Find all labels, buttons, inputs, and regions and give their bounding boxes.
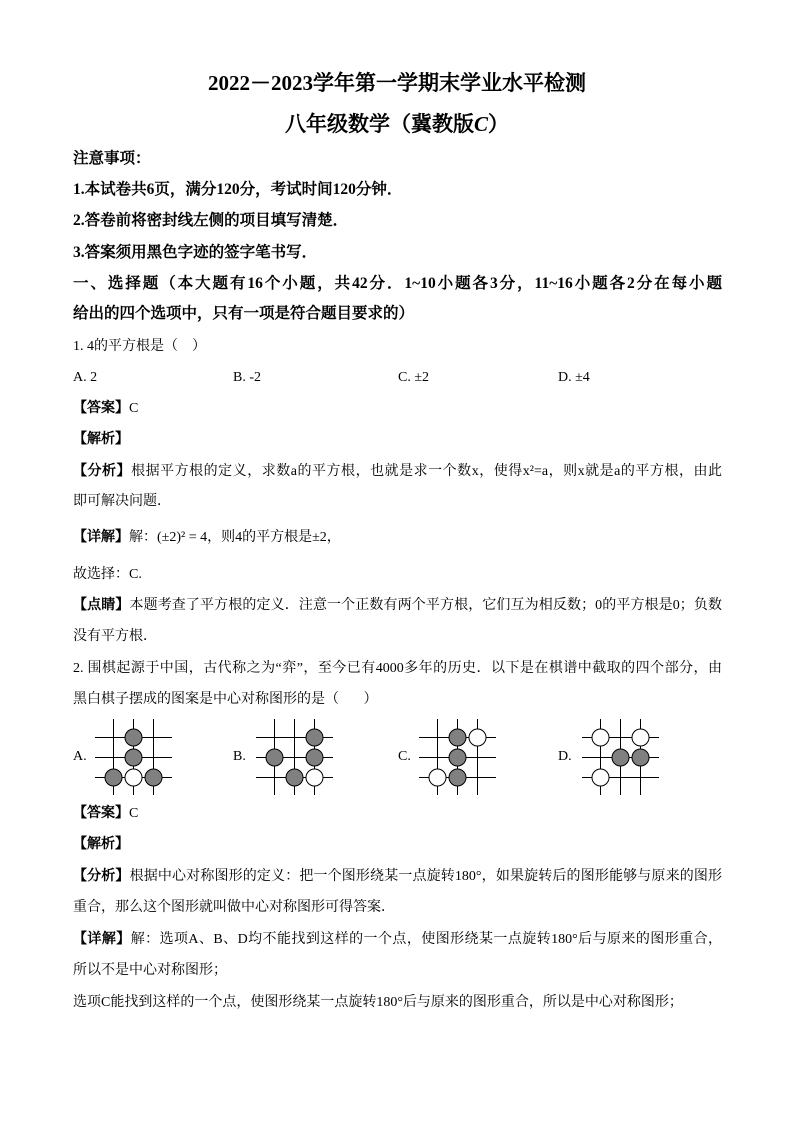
- dark-stone: [105, 769, 122, 786]
- dianjing-text: 本题考查了平方根的定义．注意一个正数有两个平方根，它们互为相反数；0的平方根是0；负数: [129, 598, 723, 613]
- q2-xiangjie-cont: 选项C能找到这样的一个点，使图形绕某一点旋转180°后与原来的图形重合，所以是中心对称图形；: [73, 995, 683, 1010]
- dark-stone: [449, 729, 466, 746]
- q1-xiangjie: [73, 528, 341, 548]
- dark-stone: [266, 749, 283, 766]
- fenxi-text: 根据平方根的定义，求数a的平方根，也就是求一个数x，使得x²=a，则x就是a的平方根，由此: [131, 464, 723, 479]
- go-board-a: [93, 717, 173, 797]
- xiangjie-text: 解：(±2)² = 4，则4的平方根是±2，: [129, 530, 341, 545]
- fenxi-tag: 【分析】: [73, 464, 132, 479]
- q1-fenxi: [73, 462, 722, 482]
- q1-dianjing: [73, 596, 722, 616]
- note-item: 2.答卷前将密封线左侧的项目填写清楚．: [73, 212, 349, 229]
- answer-tag: 【答案】: [73, 401, 129, 416]
- q1-option-c: C. ±2: [398, 370, 430, 385]
- answer-tag: 【答案】: [73, 806, 129, 821]
- answer-value: C: [129, 806, 139, 821]
- note-item: 3.答案须用黑色字迹的签字笔书写．: [73, 244, 318, 261]
- q2-option-b-label: B.: [233, 749, 246, 764]
- white-stone: [429, 769, 446, 786]
- q1-stem: 1. 4的平方根是（ ）: [73, 339, 206, 354]
- exam-title: 2022－2023学年第一学期末学业水平检测: [208, 71, 586, 95]
- q1-answer: [73, 399, 138, 419]
- white-stone: [632, 729, 649, 746]
- white-stone: [469, 729, 486, 746]
- q2-option-c-label: C.: [398, 749, 411, 764]
- dark-stone: [449, 749, 466, 766]
- answer-value: C: [129, 401, 139, 416]
- jiexi-tag: 【解析】: [73, 432, 129, 447]
- dark-stone: [145, 769, 162, 786]
- q1-choice: 故选择：C.: [73, 567, 142, 582]
- white-stone: [306, 769, 323, 786]
- dark-stone: [306, 749, 323, 766]
- q1-jiexi: [73, 430, 129, 450]
- dark-stone: [449, 769, 466, 786]
- dark-stone: [286, 769, 303, 786]
- q2-fenxi-cont: 重合，那么这个图形就叫做中心对称图形可得答案．: [73, 900, 395, 915]
- section-heading: 一、选择题（本大题有16个小题，共42分．1~10小题各3分，11~16小题各2分在每小题: [73, 275, 722, 292]
- dark-stone: [632, 749, 649, 766]
- xiangjie-tag: 【详解】: [73, 932, 131, 947]
- q1-dianjing-cont: 没有平方根．: [73, 629, 157, 644]
- dark-stone: [306, 729, 323, 746]
- q2-stem: 2. 围棋起源于中国，古代称之为“弈”，至今已有4000多年的历史．以下是在棋谱中截取的四个部分，由: [73, 661, 722, 676]
- q1-option-b: B. -2: [233, 370, 261, 385]
- notes-heading: 注意事项：: [73, 150, 151, 167]
- dark-stone: [612, 749, 629, 766]
- subtitle-edition: C: [473, 112, 488, 136]
- note-item: 1.本试卷共6页，满分120分，考试时间120分钟．: [73, 181, 403, 198]
- dianjing-tag: 【点睛】: [73, 598, 130, 613]
- q2-jiexi: [73, 835, 129, 855]
- q2-option-a-label: A.: [73, 749, 87, 764]
- dark-stone: [125, 729, 142, 746]
- q2-answer: [73, 804, 138, 824]
- q2-xiangjie: [73, 930, 722, 950]
- xiangjie-text: 解：选项A、B、D均不能找到这样的一个点，使图形绕某一点旋转180°后与原来的图形重合，: [130, 932, 723, 947]
- q2-stem-cont: 黑白棋子摆成的图案是中心对称图形的是（ ）: [73, 692, 378, 707]
- q1-option-d: D. ±4: [558, 370, 590, 385]
- exam-subtitle: [0, 110, 794, 138]
- go-board-d: [580, 717, 660, 797]
- dark-stone: [125, 749, 142, 766]
- fenxi-text: 根据中心对称图形的定义：把一个图形绕某一点旋转180°，如果旋转后的图形能够与原来的图形: [129, 869, 722, 884]
- section-heading: 给出的四个选项中，只有一项是符合题目要求的）: [73, 305, 415, 322]
- subtitle-close: ）: [488, 112, 509, 136]
- q2-fenxi: [73, 867, 722, 887]
- q2-xiangjie-cont: 所以不是中心对称图形；: [73, 963, 227, 978]
- jiexi-tag: 【解析】: [73, 837, 129, 852]
- go-board-c: [417, 717, 497, 797]
- q2-option-d-label: D.: [558, 749, 572, 764]
- xiangjie-tag: 【详解】: [73, 530, 129, 545]
- subtitle-main: 八年级数学（冀教版: [284, 112, 474, 136]
- go-board-b: [254, 717, 334, 797]
- white-stone: [592, 769, 609, 786]
- white-stone: [592, 729, 609, 746]
- white-stone: [125, 769, 142, 786]
- q1-fenxi-cont: 即可解决问题．: [73, 494, 171, 509]
- fenxi-tag: 【分析】: [73, 869, 130, 884]
- q1-option-a: A. 2: [73, 370, 98, 385]
